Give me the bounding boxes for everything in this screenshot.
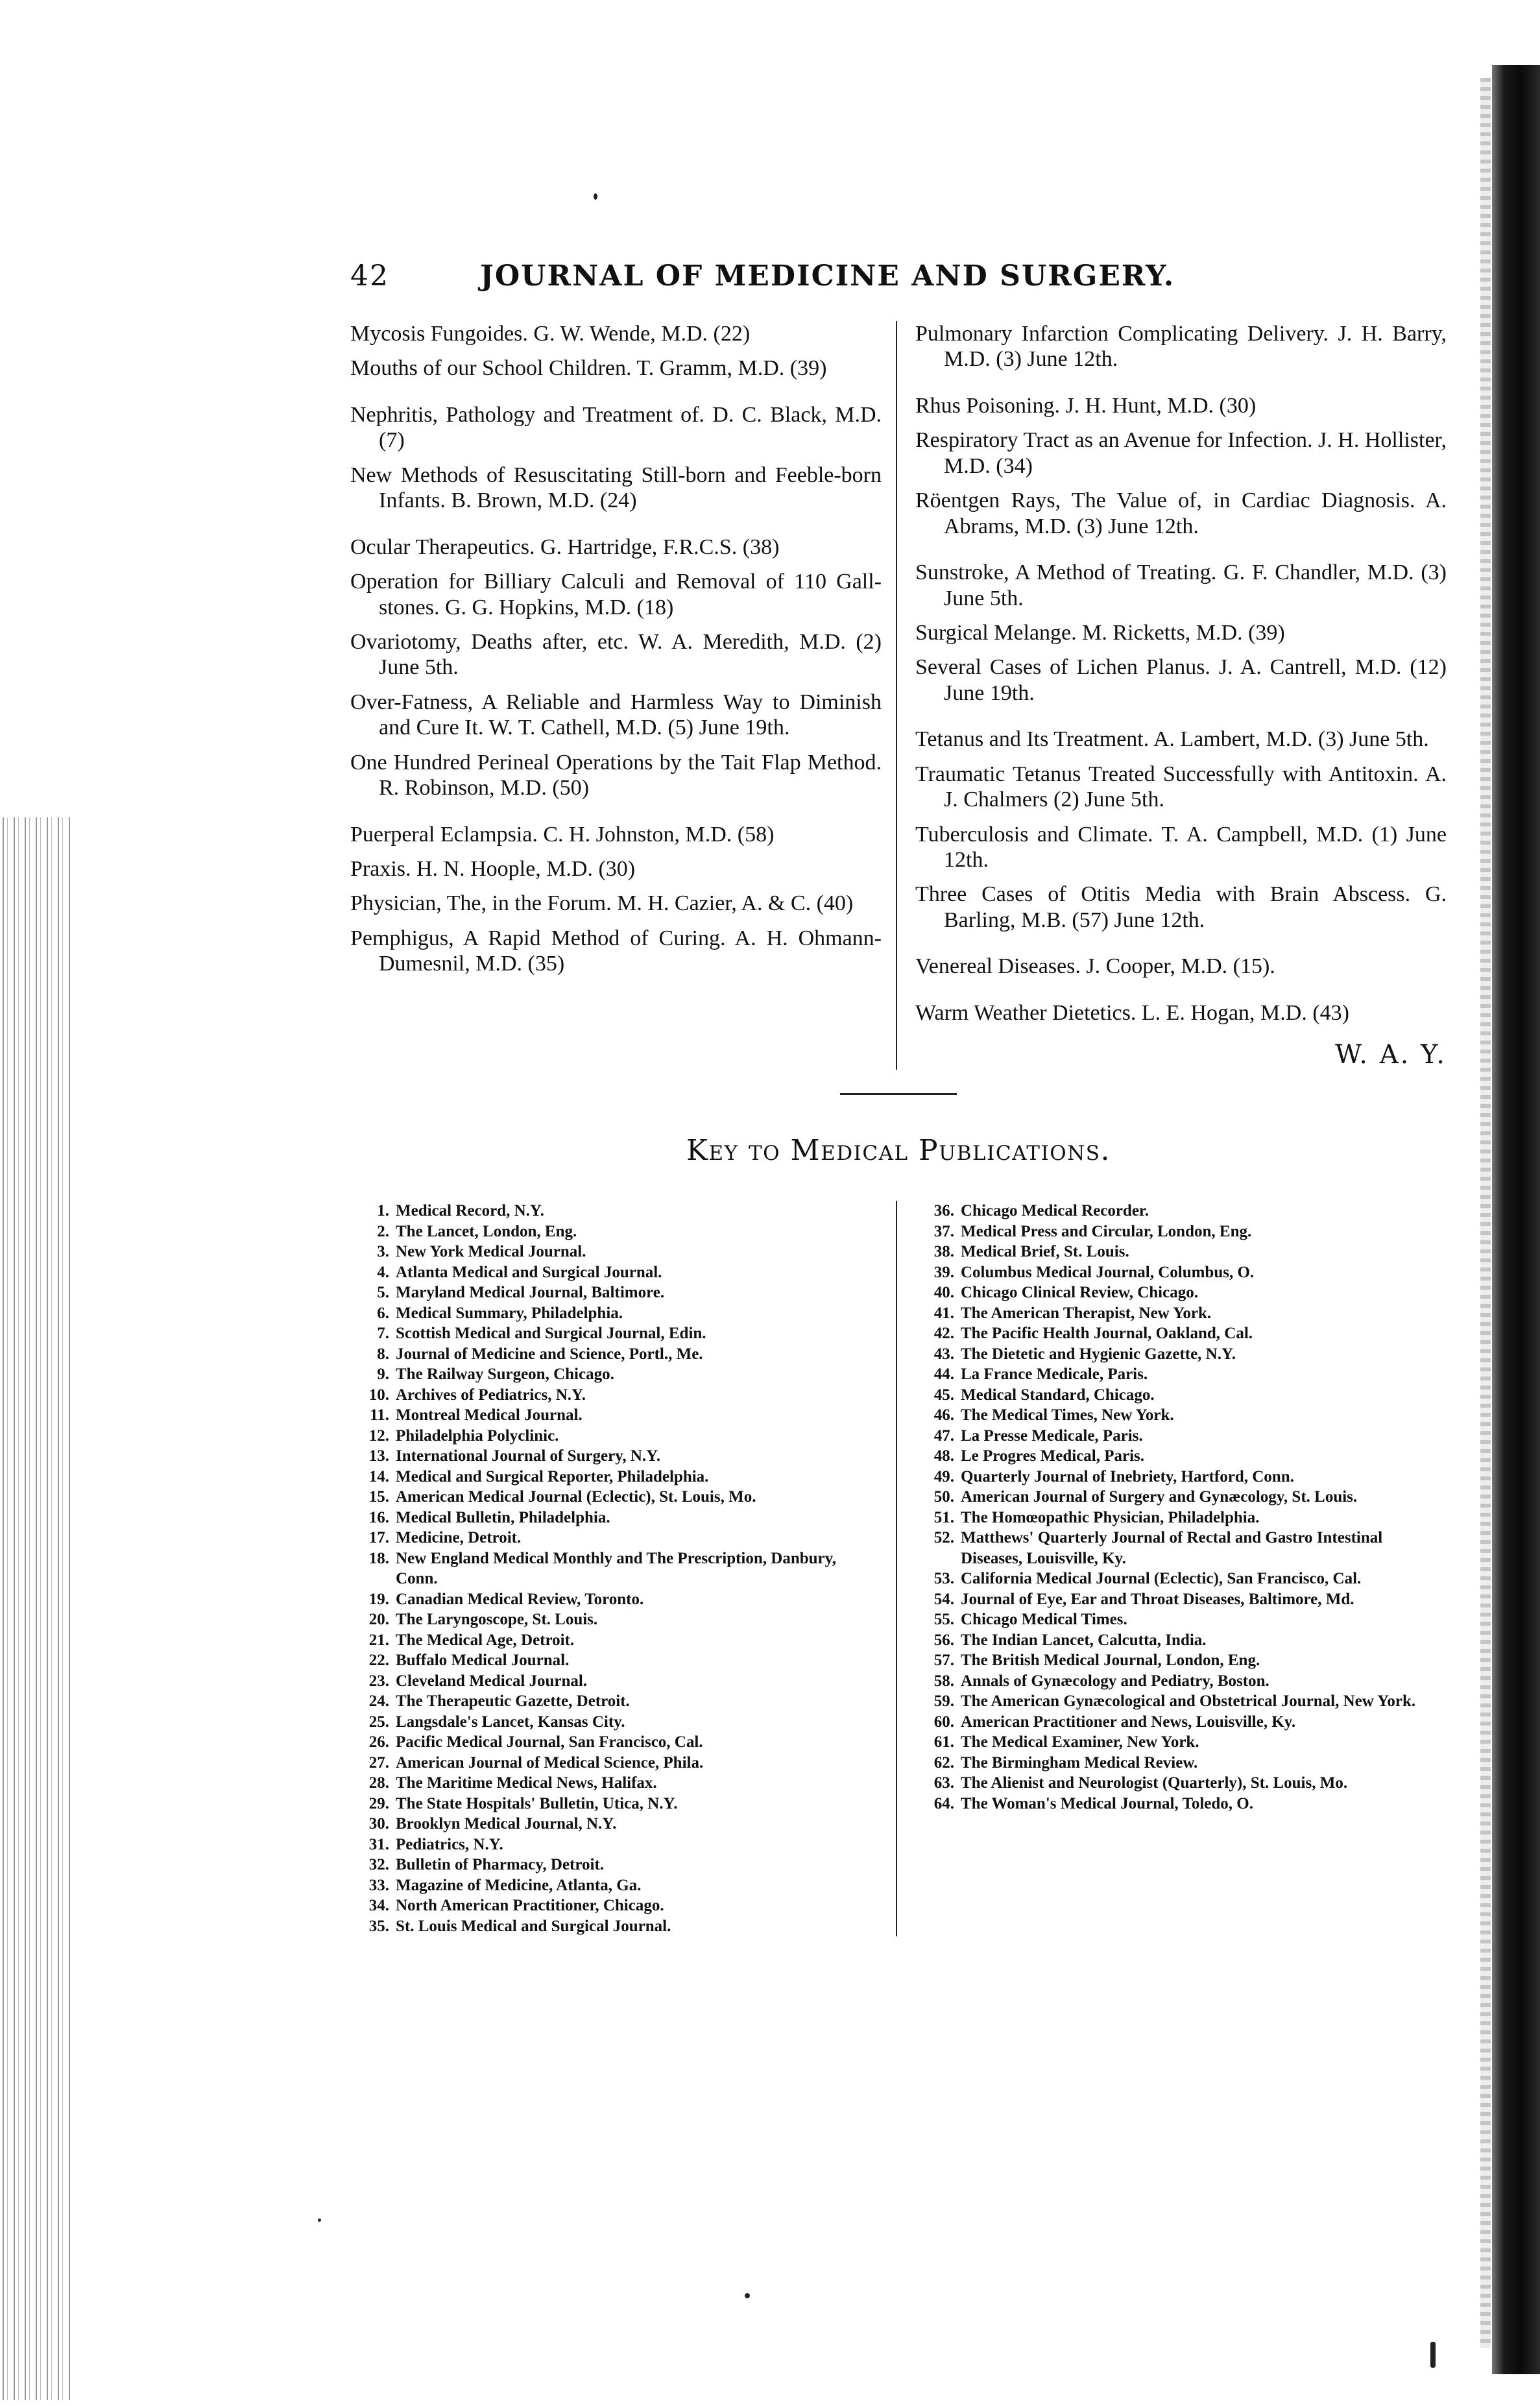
publication-item	[350, 1405, 882, 1426]
publication-number: 52.	[933, 1529, 954, 1547]
publication-number: 59.	[933, 1692, 954, 1711]
index-entry: Mouths of our School Children. T. Gramm, M.D. (39)	[350, 356, 827, 381]
publication-title: Montreal Medical Journal.	[396, 1406, 583, 1425]
index-entry: Physician, The, in the Forum. M. H. Cazier, A. & C. (40)	[350, 891, 854, 916]
publication-number: 11.	[370, 1406, 389, 1425]
publication-title: Chicago Medical Recorder.	[961, 1202, 1149, 1220]
publication-number: 17.	[368, 1529, 389, 1547]
publication-item	[915, 1691, 1447, 1712]
publication-number: 39.	[933, 1263, 954, 1281]
publication-item	[350, 1548, 882, 1589]
publication-item	[915, 1773, 1447, 1794]
publication-number: 48.	[933, 1447, 954, 1465]
index-entry: Three Cases of Otitis Media with Brain Abscess. G. Barling, M.B. (57) June 12th.	[915, 882, 1447, 932]
publication-item	[915, 1242, 1447, 1262]
publication-title: Pacific Medical Journal, San Francisco, Cal.	[396, 1733, 703, 1751]
publication-title: Journal of Medicine and Science, Portl., Me.	[396, 1345, 703, 1363]
index-entry: Operation for Billiary Calculi and Removal of 110 Gall-stones. G. G. Hopkins, M.D. (18)	[350, 570, 882, 620]
publication-number: 32.	[368, 1856, 389, 1874]
index-entry: Ocular Therapeutics. G. Hartridge, F.R.C.S. (38)	[350, 535, 780, 559]
publication-title: The Lancet, London, Eng.	[396, 1222, 577, 1240]
publication-item	[350, 1508, 882, 1528]
publication-item	[915, 1221, 1447, 1242]
publication-title: La France Medicale, Paris.	[961, 1365, 1148, 1384]
publication-title: New England Medical Monthly and The Prescription, Danbury, Conn.	[396, 1549, 837, 1588]
publication-item	[915, 1589, 1447, 1610]
publication-title: The Therapeutic Gazette, Detroit.	[396, 1692, 630, 1711]
publication-title: Archives of Pediatrics, N.Y.	[396, 1386, 586, 1404]
publication-number: 6.	[377, 1304, 389, 1322]
publication-item	[915, 1712, 1447, 1733]
publications-key	[350, 1201, 1447, 1936]
publication-item	[915, 1282, 1447, 1303]
publication-title: Chicago Medical Times.	[961, 1611, 1127, 1629]
publication-item	[350, 1609, 882, 1630]
publication-item	[350, 1589, 882, 1610]
publication-title: The Medical Times, New York.	[961, 1406, 1174, 1425]
publication-number: 24.	[368, 1692, 389, 1711]
publication-item	[350, 1344, 882, 1365]
index-entry: One Hundred Perineal Operations by the Tait Flap Method. R. Robinson, M.D. (50)	[350, 750, 882, 800]
publication-title: La Presse Medicale, Paris.	[961, 1426, 1143, 1445]
publication-title: The Laryngoscope, St. Louis.	[396, 1611, 598, 1629]
index-entry: Respiratory Tract as an Avenue for Infection. J. H. Hollister, M.D. (34)	[915, 428, 1447, 478]
publication-number: 34.	[368, 1897, 389, 1915]
publication-title: American Journal of Surgery and Gynæcology, St. Louis.	[961, 1488, 1358, 1506]
publication-title: Annals of Gynæcology and Pediatry, Boston.	[961, 1672, 1269, 1690]
publication-item	[915, 1426, 1447, 1447]
publication-title: Scottish Medical and Surgical Journal, Edin.	[396, 1325, 706, 1343]
book-page	[350, 259, 1447, 1936]
publication-number: 50.	[933, 1488, 954, 1506]
publication-title: The British Medical Journal, London, Eng.	[961, 1652, 1260, 1670]
scan-edge-inner	[1480, 78, 1491, 2348]
publication-item	[915, 1323, 1447, 1344]
publication-number: 45.	[933, 1386, 954, 1404]
publication-number: 40.	[933, 1284, 954, 1302]
publication-item	[915, 1609, 1447, 1630]
publication-title: Medical Press and Circular, London, Eng.	[961, 1222, 1252, 1240]
publication-item	[350, 1814, 882, 1835]
publication-number: 38.	[933, 1243, 954, 1261]
publication-title: Medicine, Detroit.	[396, 1529, 522, 1547]
ink-speck	[1430, 2342, 1436, 2368]
scan-edge-left	[0, 817, 71, 2400]
publication-item	[350, 1773, 882, 1794]
publication-number: 15.	[368, 1488, 389, 1506]
publication-item	[915, 1753, 1447, 1774]
index-entry: Venereal Diseases. J. Cooper, M.D. (15).	[915, 954, 1275, 979]
publication-number: 8.	[377, 1345, 389, 1363]
publication-item	[350, 1753, 882, 1774]
publication-item	[350, 1262, 882, 1283]
ink-speck	[318, 2219, 321, 2222]
publication-title: Medical Summary, Philadelphia.	[396, 1304, 623, 1322]
publication-item	[350, 1282, 882, 1303]
publication-item	[915, 1385, 1447, 1406]
publication-item	[915, 1201, 1447, 1221]
index-entry: Surgical Melange. M. Ricketts, M.D. (39)	[915, 620, 1285, 645]
publication-number: 5.	[377, 1284, 389, 1302]
publication-item	[350, 1835, 882, 1855]
publication-title: North American Practitioner, Chicago.	[396, 1897, 664, 1915]
publication-item	[350, 1467, 882, 1487]
publication-title: Medical and Surgical Reporter, Philadelphia.	[396, 1467, 709, 1486]
index-entry: Over-Fatness, A Reliable and Harmless Way to Diminish and Cure It. W. T. Cathell, M.D. (5) June 19th.	[350, 690, 882, 740]
page-number: 42	[350, 259, 389, 293]
publication-number: 28.	[368, 1774, 389, 1792]
publication-item	[915, 1405, 1447, 1426]
index-entry: Mycosis Fungoides. G. W. Wende, M.D. (22)	[350, 322, 751, 346]
index-entry: New Methods of Resuscitating Still-born and Feeble-born Infants. B. Brown, M.D. (24)	[350, 463, 882, 513]
index-entry: Tuberculosis and Climate. T. A. Campbell, M.D. (1) June 12th.	[915, 822, 1447, 872]
publication-item	[915, 1630, 1447, 1651]
publication-number: 16.	[368, 1508, 389, 1526]
publication-number: 30.	[368, 1815, 389, 1833]
publication-item	[915, 1344, 1447, 1365]
publication-number: 42.	[933, 1325, 954, 1343]
publication-number: 2.	[377, 1222, 389, 1240]
publication-number: 9.	[377, 1365, 389, 1384]
publication-item	[915, 1467, 1447, 1487]
index-entry: Sunstroke, A Method of Treating. G. F. Chandler, M.D. (3) June 5th.	[915, 560, 1447, 610]
publication-title: California Medical Journal (Eclectic), San Francisco, Cal.	[961, 1570, 1362, 1588]
publication-number: 62.	[933, 1753, 954, 1772]
publication-item	[350, 1712, 882, 1733]
publication-item	[915, 1446, 1447, 1467]
publication-title: American Practitioner and News, Louisville, Ky.	[961, 1713, 1296, 1731]
publication-title: Medical Record, N.Y.	[396, 1202, 544, 1220]
publication-number: 47.	[933, 1426, 954, 1445]
publication-item	[350, 1794, 882, 1814]
publication-title: The Medical Examiner, New York.	[961, 1733, 1199, 1751]
publication-item	[915, 1262, 1447, 1283]
publication-title: The Pacific Health Journal, Oakland, Cal.	[961, 1325, 1253, 1343]
publication-number: 64.	[933, 1794, 954, 1812]
publication-item	[350, 1446, 882, 1467]
publication-number: 46.	[933, 1406, 954, 1425]
publication-item	[350, 1221, 882, 1242]
publication-title: International Journal of Surgery, N.Y.	[396, 1447, 661, 1465]
index-entry: Several Cases of Lichen Planus. J. A. Cantrell, M.D. (12) June 19th.	[915, 655, 1447, 705]
journal-title: JOURNAL OF MEDICINE AND SURGERY.	[480, 259, 1175, 293]
running-head	[350, 259, 1447, 293]
publication-title: Canadian Medical Review, Toronto.	[396, 1590, 644, 1608]
publication-item	[350, 1630, 882, 1651]
publication-item	[915, 1671, 1447, 1692]
publication-title: The Alienist and Neurologist (Quarterly), St. Louis, Mo.	[961, 1774, 1348, 1792]
publication-number: 57.	[933, 1652, 954, 1670]
publication-number: 19.	[368, 1590, 389, 1608]
article-index	[350, 321, 1447, 1070]
publication-item	[350, 1895, 882, 1916]
index-column-right	[897, 321, 1447, 1070]
publication-number: 12.	[368, 1426, 389, 1445]
publication-title: Medical Bulletin, Philadelphia.	[396, 1508, 610, 1526]
publication-title: Pediatrics, N.Y.	[396, 1835, 503, 1853]
publication-number: 36.	[933, 1202, 954, 1220]
publication-number: 3.	[377, 1243, 389, 1261]
publication-number: 20.	[368, 1611, 389, 1629]
publication-title: The Maritime Medical News, Halifax.	[396, 1774, 657, 1792]
publication-number: 43.	[933, 1345, 954, 1363]
index-entry: Warm Weather Dietetics. L. E. Hogan, M.D. (43)	[915, 1000, 1349, 1025]
publication-number: 13.	[368, 1447, 389, 1465]
section-divider	[840, 1093, 957, 1095]
publication-number: 22.	[368, 1652, 389, 1670]
ink-speck	[594, 193, 597, 200]
publication-item	[350, 1426, 882, 1447]
publication-item	[915, 1794, 1447, 1814]
index-entry: Röentgen Rays, The Value of, in Cardiac Diagnosis. A. Abrams, M.D. (3) June 12th.	[915, 488, 1447, 538]
publication-title: Le Progres Medical, Paris.	[961, 1447, 1145, 1465]
publication-title: American Medical Journal (Eclectic), St. Louis, Mo.	[396, 1488, 756, 1506]
publication-number: 41.	[933, 1304, 954, 1322]
publication-number: 18.	[368, 1549, 389, 1567]
publication-title: The American Gynæcological and Obstetrical Journal, New York.	[961, 1692, 1416, 1711]
ink-speck	[745, 2293, 750, 2298]
publication-number: 53.	[933, 1570, 954, 1588]
publication-number: 21.	[368, 1631, 389, 1649]
index-entry: Pemphigus, A Rapid Method of Curing. A. H. Ohmann-Dumesnil, M.D. (35)	[350, 926, 882, 976]
publication-item	[350, 1385, 882, 1406]
index-entry: Praxis. H. N. Hoople, M.D. (30)	[350, 857, 636, 881]
publication-item	[350, 1691, 882, 1712]
index-entry: Traumatic Tetanus Treated Successfully with Antitoxin. A. J. Chalmers (2) June 5th.	[915, 762, 1447, 812]
publication-number: 61.	[933, 1733, 954, 1751]
index-entry: Puerperal Eclampsia. C. H. Johnston, M.D. (58)	[350, 822, 775, 847]
index-entry: Nephritis, Pathology and Treatment of. D. C. Black, M.D. (7)	[350, 402, 882, 453]
key-heading: Key to Medical Publications.	[686, 1134, 1111, 1168]
publication-item	[915, 1303, 1447, 1324]
publication-title: Cleveland Medical Journal.	[396, 1672, 588, 1690]
index-entry: Pulmonary Infarction Complicating Delivery. J. H. Barry, M.D. (3) June 12th.	[915, 322, 1447, 372]
publication-title: Atlanta Medical and Surgical Journal.	[396, 1263, 662, 1281]
publication-item	[350, 1528, 882, 1548]
publication-item	[915, 1364, 1447, 1385]
publication-number: 10.	[368, 1386, 389, 1404]
publication-title: St. Louis Medical and Surgical Journal.	[396, 1917, 671, 1935]
publication-item	[350, 1303, 882, 1324]
publication-title: Philadelphia Polyclinic.	[396, 1426, 559, 1445]
publication-item	[915, 1732, 1447, 1753]
index-column-left	[350, 321, 897, 1070]
publication-title: The Indian Lancet, Calcutta, India.	[961, 1631, 1207, 1649]
publication-number: 14.	[368, 1467, 389, 1486]
publication-number: 60.	[933, 1713, 954, 1731]
publication-item	[350, 1916, 882, 1937]
publication-item	[915, 1528, 1447, 1569]
publication-number: 63.	[933, 1774, 954, 1792]
publication-item	[915, 1569, 1447, 1589]
publication-item	[350, 1671, 882, 1692]
publication-number: 37.	[933, 1222, 954, 1240]
publication-number: 44.	[933, 1365, 954, 1384]
publication-title: Quarterly Journal of Inebriety, Hartford, Conn.	[961, 1467, 1294, 1486]
publication-number: 27.	[368, 1753, 389, 1772]
publication-title: Buffalo Medical Journal.	[396, 1652, 570, 1670]
index-entry: Rhus Poisoning. J. H. Hunt, M.D. (30)	[915, 393, 1257, 418]
author-signature: W. A. Y.	[1335, 1040, 1447, 1070]
publication-item	[915, 1508, 1447, 1528]
publication-item	[350, 1201, 882, 1221]
publication-item	[350, 1855, 882, 1875]
publication-title: The Woman's Medical Journal, Toledo, O.	[961, 1794, 1254, 1812]
publication-title: The Railway Surgeon, Chicago.	[396, 1365, 614, 1384]
publication-item	[350, 1487, 882, 1508]
publication-title: Journal of Eye, Ear and Throat Diseases, Baltimore, Md.	[961, 1590, 1354, 1608]
publication-title: Medical Brief, St. Louis.	[961, 1243, 1129, 1261]
publication-item	[915, 1650, 1447, 1671]
key-column-right	[897, 1201, 1447, 1936]
index-entry: Ovariotomy, Deaths after, etc. W. A. Meredith, M.D. (2) June 5th.	[350, 629, 882, 680]
publication-title: Langsdale's Lancet, Kansas City.	[396, 1713, 625, 1731]
publication-number: 55.	[933, 1611, 954, 1629]
publication-number: 26.	[368, 1733, 389, 1751]
publication-title: Matthews' Quarterly Journal of Rectal and Gastro Intestinal Diseases, Louisville, Ky.	[961, 1529, 1383, 1567]
publication-number: 33.	[368, 1876, 389, 1894]
publication-item	[350, 1650, 882, 1671]
publication-title: The Birmingham Medical Review.	[961, 1753, 1198, 1772]
publication-number: 58.	[933, 1672, 954, 1690]
publication-number: 51.	[933, 1508, 954, 1526]
publication-number: 56.	[933, 1631, 954, 1649]
publication-title: Bulletin of Pharmacy, Detroit.	[396, 1856, 605, 1874]
publication-number: 29.	[368, 1794, 389, 1812]
publication-number: 49.	[933, 1467, 954, 1486]
publication-title: The Medical Age, Detroit.	[396, 1631, 575, 1649]
publication-number: 23.	[368, 1672, 389, 1690]
publication-item	[350, 1732, 882, 1753]
publication-title: Maryland Medical Journal, Baltimore.	[396, 1284, 665, 1302]
publication-title: The American Therapist, New York.	[961, 1304, 1212, 1322]
publication-title: Columbus Medical Journal, Columbus, O.	[961, 1263, 1255, 1281]
index-entry: Tetanus and Its Treatment. A. Lambert, M.D. (3) June 5th.	[915, 727, 1429, 752]
publication-item	[915, 1487, 1447, 1508]
key-column-left	[350, 1201, 897, 1936]
publication-number: 31.	[368, 1835, 389, 1853]
publication-number: 4.	[377, 1263, 389, 1281]
publication-title: The State Hospitals' Bulletin, Utica, N.Y.	[396, 1794, 678, 1812]
publication-title: Medical Standard, Chicago.	[961, 1386, 1155, 1404]
publication-item	[350, 1323, 882, 1344]
publication-title: The Dietetic and Hygienic Gazette, N.Y.	[961, 1345, 1236, 1363]
publication-title: American Journal of Medical Science, Phila.	[396, 1753, 704, 1772]
publication-title: The Homœopathic Physician, Philadelphia.	[961, 1508, 1260, 1526]
publication-number: 54.	[933, 1590, 954, 1608]
publication-number: 35.	[368, 1917, 389, 1935]
scan-edge-right	[1492, 65, 1540, 2374]
publication-number: 1.	[377, 1202, 389, 1220]
publication-number: 25.	[368, 1713, 389, 1731]
publication-item	[350, 1242, 882, 1262]
publication-title: Chicago Clinical Review, Chicago.	[961, 1284, 1198, 1302]
publication-item	[350, 1364, 882, 1385]
publication-item	[350, 1875, 882, 1896]
publication-number: 7.	[377, 1325, 389, 1343]
publication-title: Magazine of Medicine, Atlanta, Ga.	[396, 1876, 642, 1894]
publication-title: New York Medical Journal.	[396, 1243, 586, 1261]
publication-title: Brooklyn Medical Journal, N.Y.	[396, 1815, 617, 1833]
